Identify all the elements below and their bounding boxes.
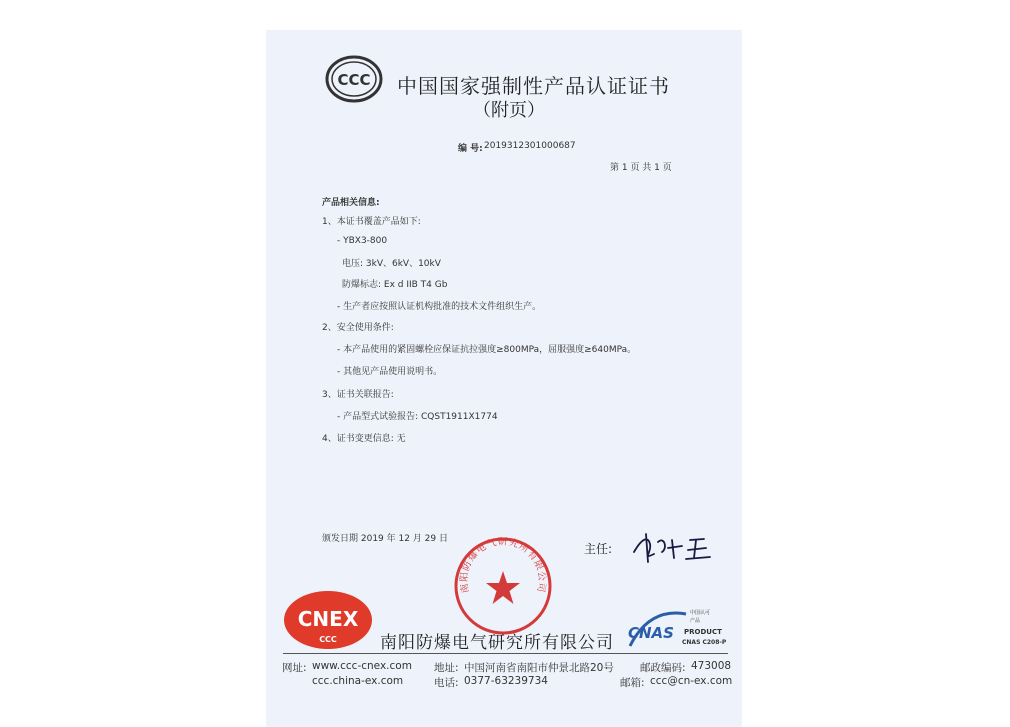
website-1[interactable]: www.ccc-cnex.com [312, 660, 412, 672]
director-label: 主任: [584, 542, 613, 556]
postcode-value: 473008 [691, 660, 732, 672]
phone-label: 电话: [434, 677, 459, 689]
certificate-subtitle: （附页） [473, 100, 545, 121]
section-3-title: 3、证书关联报告: [322, 390, 394, 400]
info-heading: 产品相关信息: [322, 198, 380, 208]
address-label: 地址: [434, 662, 459, 674]
ex-mark-line: 防爆标志: Ex d IIB T4 Gb [342, 280, 448, 290]
svg-text:CCC: CCC [319, 635, 337, 644]
svg-text:产品: 产品 [690, 618, 701, 624]
official-seal [452, 535, 554, 637]
ccc-logo-icon [325, 55, 383, 103]
website-label: 网址: [282, 662, 307, 674]
address-value: 中国河南省南阳市仲景北路20号 [464, 662, 614, 674]
manual-note: - 其他见产品使用说明书。 [337, 367, 443, 377]
page-info: 第 1 页 共 1 页 [610, 163, 672, 173]
email-value[interactable]: ccc@cn-ex.com [650, 675, 733, 687]
issue-date: 颁发日期 2019 年 12 月 29 日 [322, 534, 448, 544]
voltage-line: 电压: 3kV、6kV、10kV [342, 259, 441, 269]
production-note: - 生产者应按照认证机构批准的技术文件组织生产。 [337, 302, 542, 312]
product-model: - YBX3-800 [337, 236, 388, 246]
certificate-number: 2019312301000687 [484, 141, 576, 151]
svg-text:CNEX: CNEX [297, 607, 359, 631]
certificate-title: 中国国家强制性产品认证证书 [397, 74, 670, 98]
website-2[interactable]: ccc.china-ex.com [312, 675, 404, 687]
footer-divider [283, 653, 728, 654]
section-1-title: 1、本证书覆盖产品如下: [322, 217, 421, 227]
cnas-logo-icon [624, 606, 736, 654]
svg-text:CNAS: CNAS [628, 624, 674, 642]
bolt-strength-note: - 本产品使用的紧固螺栓应保证抗拉强度≥800MPa，屈服强度≥640MPa。 [337, 345, 637, 355]
company-name: 南阳防爆电气研究所有限公司 [380, 633, 614, 653]
svg-text:中国认可: 中国认可 [690, 610, 711, 616]
email-label: 邮箱: [620, 677, 645, 689]
svg-text:CNAS C208-P: CNAS C208-P [682, 639, 727, 646]
svg-text:CCC: CCC [337, 71, 371, 89]
test-report-line: - 产品型式试验报告: CQST1911X1774 [337, 412, 498, 422]
svg-text:南阳防爆电气研究所有限公司: 南阳防爆电气研究所有限公司 [458, 536, 548, 594]
number-label: 编 号: [458, 144, 483, 154]
director-signature [628, 530, 718, 566]
svg-text:PRODUCT: PRODUCT [684, 628, 722, 636]
section-4-title: 4、证书变更信息: 无 [322, 434, 406, 444]
postcode-label: 邮政编码: [640, 662, 686, 674]
section-2-title: 2、安全使用条件: [322, 323, 394, 333]
phone-value: 0377-63239734 [464, 675, 548, 687]
cnex-logo-icon [282, 590, 374, 652]
